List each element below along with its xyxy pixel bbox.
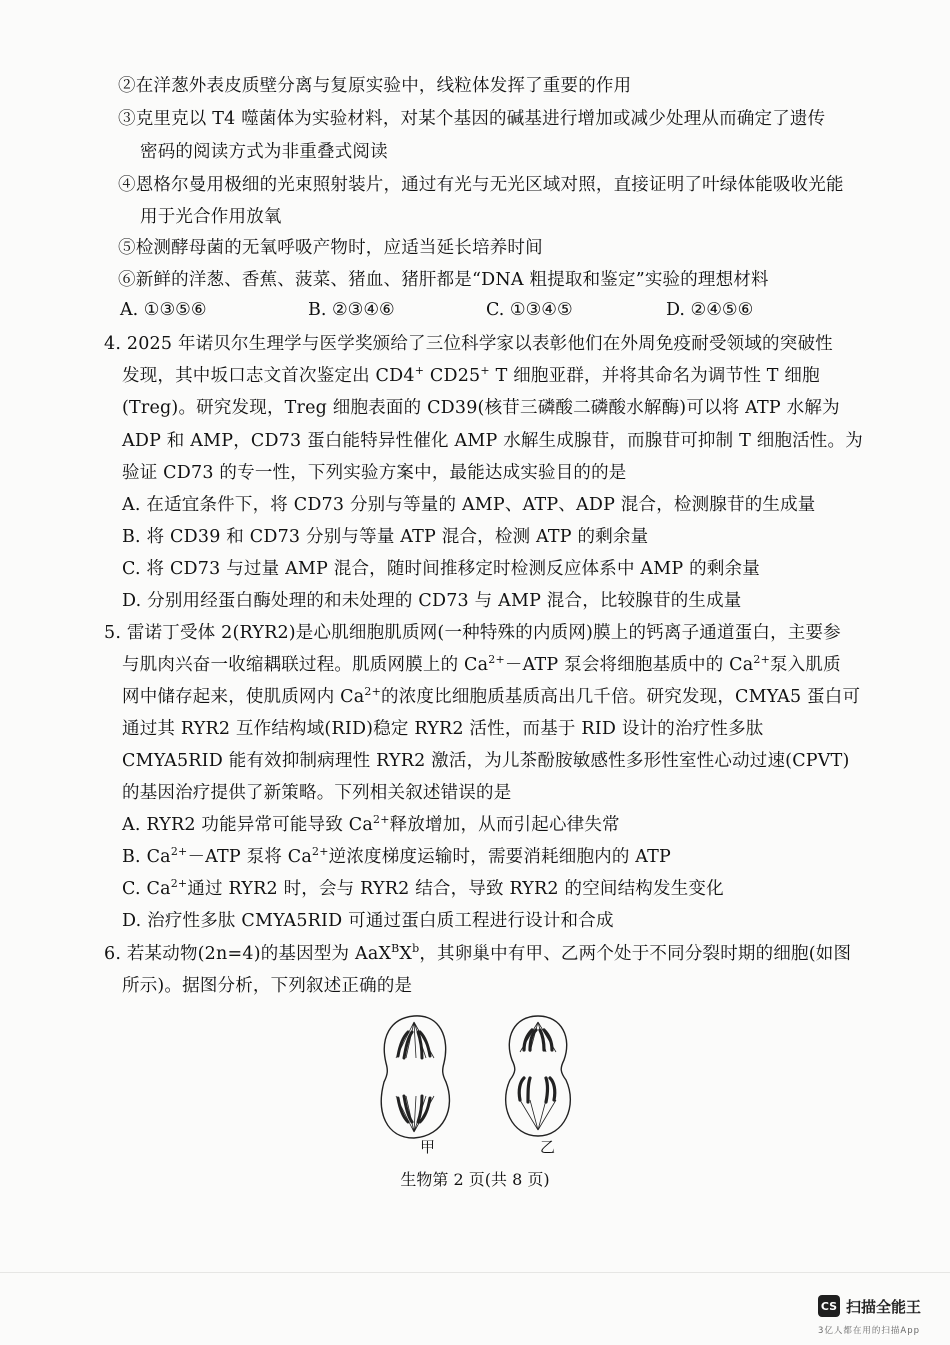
figure-label-yi: 乙 <box>540 1138 556 1156</box>
scanner-logo-icon: CS <box>818 1295 840 1317</box>
scanner-brand-tagline: 3亿人都在用的扫描App <box>818 1326 921 1336</box>
q5-option-a: A. RYR2 功能异常可能导致 $Ca^{2+}$释放增加，从而引起心律失常 <box>122 813 620 835</box>
q4-line-1: 4. 2025 年诺贝尔生理学与医学奖颁给了三位科学家以表彰他们在外周免疫耐受领域的突破性 <box>104 334 833 354</box>
cell-jia <box>381 1016 449 1138</box>
figure-label-jia: 甲 <box>420 1138 436 1156</box>
q4-line-4: ADP 和 AMP，CD73 蛋白能特异性催化 AMP 水解生成腺苷，而腺苷可抑制 T 细胞活性。为 <box>122 431 863 451</box>
q3-option-d: D. ②④⑤⑥ <box>666 300 754 320</box>
q3-option-b: B. ②③④⑥ <box>308 300 395 320</box>
q4-line-2: 发现，其中坂口志文首次鉴定出 CD4+ CD25+ T 细胞亚群，并将其命名为调节性 T 细胞 <box>122 364 820 386</box>
q4-option-b: B. 将 CD39 和 CD73 分别与等量 ATP 混合，检测 ATP 的剩余量 <box>122 527 649 547</box>
q5-line-4: 通过其 RYR2 互作结构域(RID)稳定 RYR2 活性，而基于 RID 设计的治疗性多肽 <box>122 719 764 739</box>
page-footer: 生物第 2 页(共 8 页) <box>400 1170 550 1189</box>
scanner-brand <box>818 1291 921 1321</box>
q3-item-4-line-2: 用于光合作用放氧 <box>140 207 282 227</box>
q5-option-b: B. $Ca^{2+}-ATP$ 泵将 $Ca^{2+}$逆浓度梯度运输时，需要消耗细胞内的 ATP <box>122 845 672 867</box>
q3-option-c: C. ①③④⑤ <box>486 300 573 320</box>
q3-item-5: ⑤检测酵母菌的无氧呼吸产物时，应适当延长培养时间 <box>118 238 543 258</box>
q3-item-3-line-2: 密码的阅读方式为非重叠式阅读 <box>140 142 388 162</box>
q5-option-c: C. $Ca^{2+}$通过 RYR2 时，会与 RYR2 结合，导致 RYR2 的空间结构发生变化 <box>122 877 724 899</box>
q5-line-5: CMYA5RID 能有效抑制病理性 RYR2 激活，为儿茶酚胺敏感性多形性室性心动过速(CPVT) <box>122 751 850 771</box>
q3-item-3-line-1: ③克里克以 T4 噬菌体为实验材料，对某个基因的碱基进行增加或减少处理从而确定了遗传 <box>118 109 826 129</box>
q4-option-c: C. 将 CD73 与过量 AMP 混合，随时间推移定时检测反应体系中 AMP 的剩余量 <box>122 559 760 579</box>
cell-yi <box>506 1016 571 1136</box>
q3-item-2: ②在洋葱外表皮质壁分离与复原实验中，线粒体发挥了重要的作用 <box>118 76 632 96</box>
q4-option-d: D. 分别用经蛋白酶处理的和未处理的 CD73 与 AMP 混合，比较腺苷的生成量 <box>122 591 742 611</box>
q3-option-a: A. ①③⑤⑥ <box>120 300 207 320</box>
cell-division-figure <box>370 1008 590 1158</box>
q4-line-5: 验证 CD73 的专一性，下列实验方案中，最能达成实验目的的是 <box>122 463 627 483</box>
q5-line-1: 5. 雷诺丁受体 2(RYR2)是心肌细胞肌质网(一种特殊的内质网)膜上的钙离子通道蛋白，主要参 <box>104 623 841 643</box>
q6-line-1: 6. 若某动物(2n=4)的基因型为 $AaX^BX^b$，其卵巢中有甲、乙两个处于不同分裂时期的细胞(如图 <box>104 942 852 964</box>
q5-line-6: 的基因治疗提供了新策略。下列相关叙述错误的是 <box>122 783 512 803</box>
q5-option-d: D. 治疗性多肽 CMYA5RID 可通过蛋白质工程进行设计和合成 <box>122 911 614 931</box>
q3-item-4-line-1: ④恩格尔曼用极细的光束照射装片，通过有光与无光区域对照，直接证明了叶绿体能吸收光能 <box>118 175 844 195</box>
q4-option-a: A. 在适宜条件下，将 CD73 分别与等量的 AMP、ATP、ADP 混合，检测腺苷的生成量 <box>122 495 816 515</box>
scan-divider <box>0 1272 950 1273</box>
q6-line-2: 所示)。据图分析，下列叙述正确的是 <box>122 976 413 996</box>
scanner-brand-name: 扫描全能王 <box>846 1297 922 1316</box>
q5-line-3: 网中储存起来，使肌质网内 $Ca^{2+}$的浓度比细胞质基质高出几千倍。研究发现，CMYA5 蛋白可 <box>122 685 861 707</box>
q3-item-6: ⑥新鲜的洋葱、香蕉、菠菜、猪血、猪肝都是“DNA 粗提取和鉴定”实验的理想材料 <box>118 270 769 290</box>
q4-line-3: (Treg)。研究发现，Treg 细胞表面的 CD39(核苷三磷酸二磷酸水解酶)可以将 ATP 水解为 <box>122 398 840 418</box>
q5-line-2: 与肌肉兴奋一收缩耦联过程。肌质网膜上的 $Ca^{2+}-ATP$ 泵会将细胞基质中的 $Ca^{2+}$泵入肌质 <box>122 653 841 675</box>
